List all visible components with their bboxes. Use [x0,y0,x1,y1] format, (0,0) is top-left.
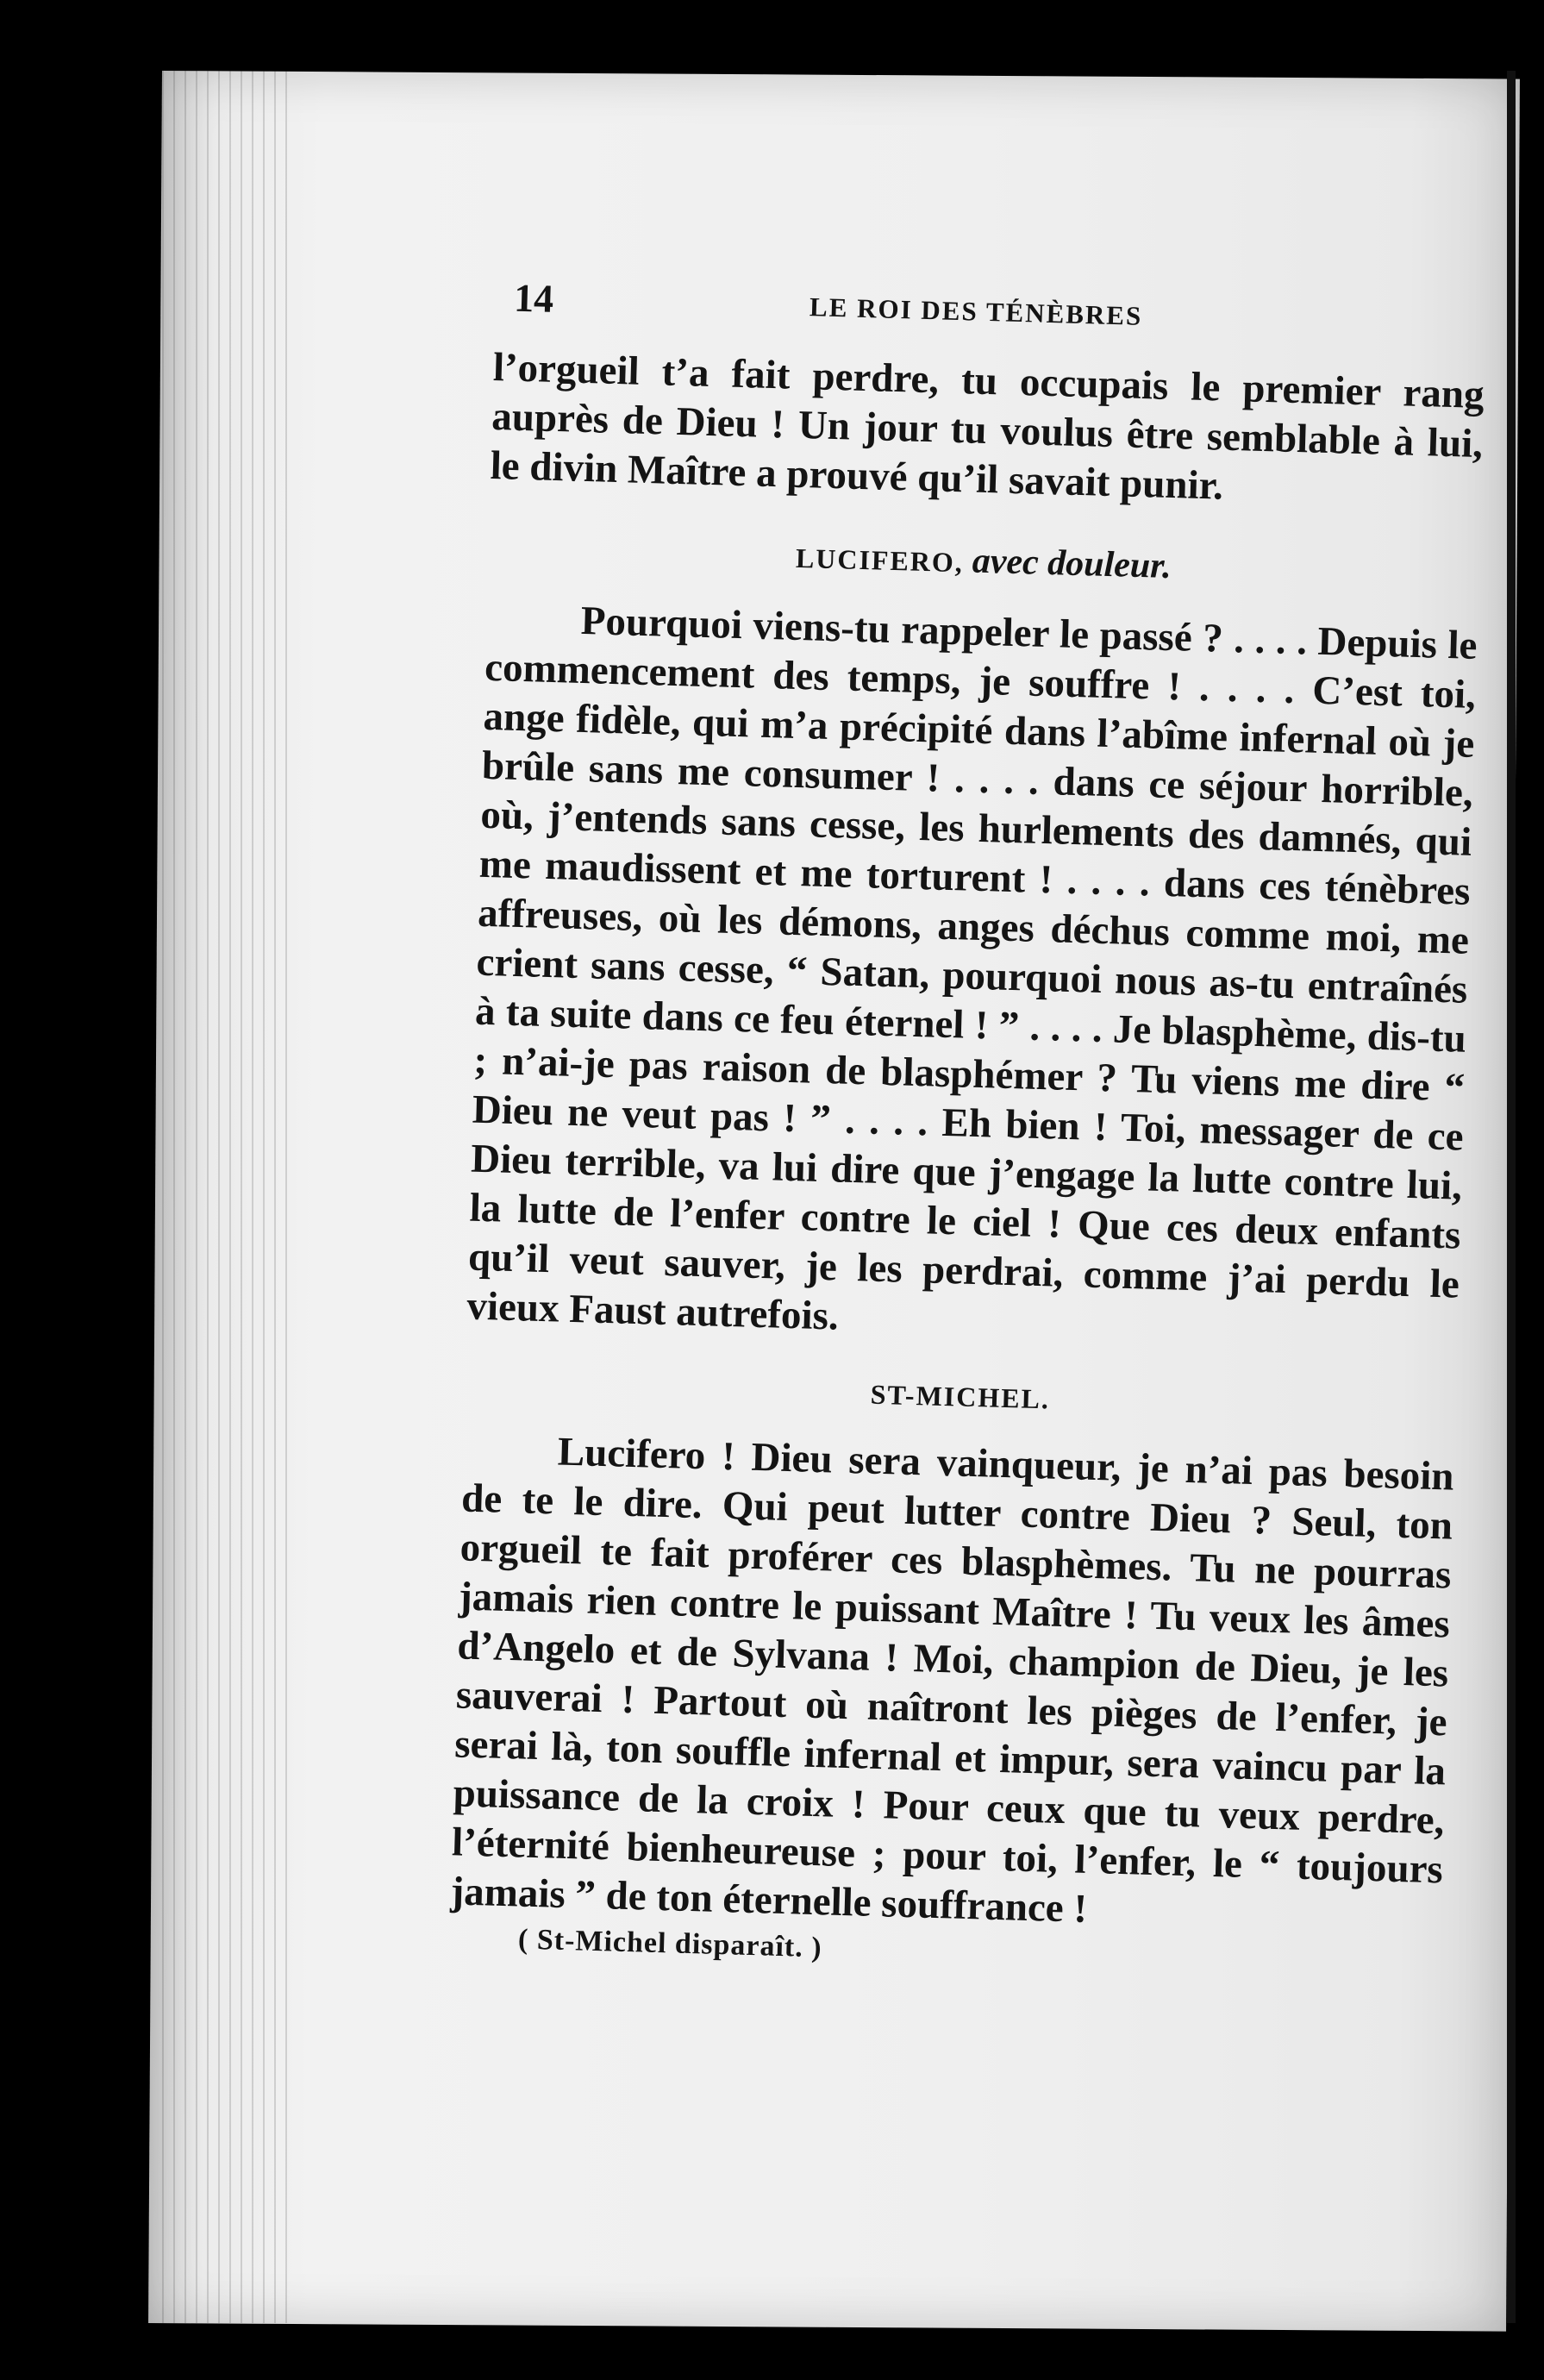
stage-direction: ( St-Michel disparaît. ) [517,1923,823,1964]
opening-paragraph: l’orgueil t’a fait perdre, tu occupais le premier rang auprès de Dieu ! Un jour tu voulus être semblable à lui, le divin Maître a prouvé qu’il savait punir. [490,344,1485,509]
speech-lucifero: Pourquoi viens-tu rappeler le passé ? . . . . Depuis le commencement des temps, je souffre ! . . . . C’est toi, ange fidèle, qui m’a précipité dans l’abîme infernal où je brûle sans me consumer ! . . . . dans ce séjour horrible, où, j’entends sans cesse, les hurlements des damnés, qui me maudissent et me torturent ! . . . . dans ces ténèbres affreuses, où les démons, anges déchus comme moi, me crient sans cesse, “ Satan, pourquoi nous as-tu entraînés à ta suite dans ce feu éternel ! ” . . . . Je blasphème, dis-tu ; n’ai-je pas raison de blasphémer ? Tu viens me dire “ Dieu ne veut pas ! ” . . . . Eh bien ! Toi, messager de ce Dieu terrible, va lui dire que j’engage la lutte contre lui, la lutte de l’enfer contre le ciel ! Que ces deux enfants qu’il veut sauver, je les perdrai, comme j’ai perdu le vieux Faust autrefois. [466,598,1478,1339]
page-edge-shadow [1507,71,1516,2323]
speech-st-michel: Lucifero ! Dieu sera vainqueur, je n’ai pas besoin de te le dire. Qui peut lutter contre Dieu ? Seul, ton orgueil te fait proférer ces blasphèmes. Tu ne pourras jamais rien contre le puissant Maître ! Tu veux les âmes d’Angelo et de Sylvana ! Moi, champion de Dieu, je les sauverai ! Partout où naîtront les pièges de l’enfer, je serai là, ton souffle infernal et impur, sera vaincu par la puissance de la croix ! Pour ceux que tu veux perdre, l’éternité bienheureuse ; pour toi, l’enfer, le “ toujours jamais ” de ton éternelle souffrance ! [449,1429,1455,1932]
page-content [449,274,1487,1982]
speaker-heading-lucifero [487,527,1479,596]
speaker-heading-st-michel [465,1368,1457,1427]
speaker-name: LUCIFERO, [795,542,965,579]
speaker-name: ST-MICHEL. [870,1378,1051,1415]
page-number: 14 [513,275,554,321]
running-head-title: LE ROI DES TÉNÈBRES [809,291,1143,331]
book-gutter-shadow [162,71,291,2323]
speaker-direction: avec douleur. [972,541,1172,587]
